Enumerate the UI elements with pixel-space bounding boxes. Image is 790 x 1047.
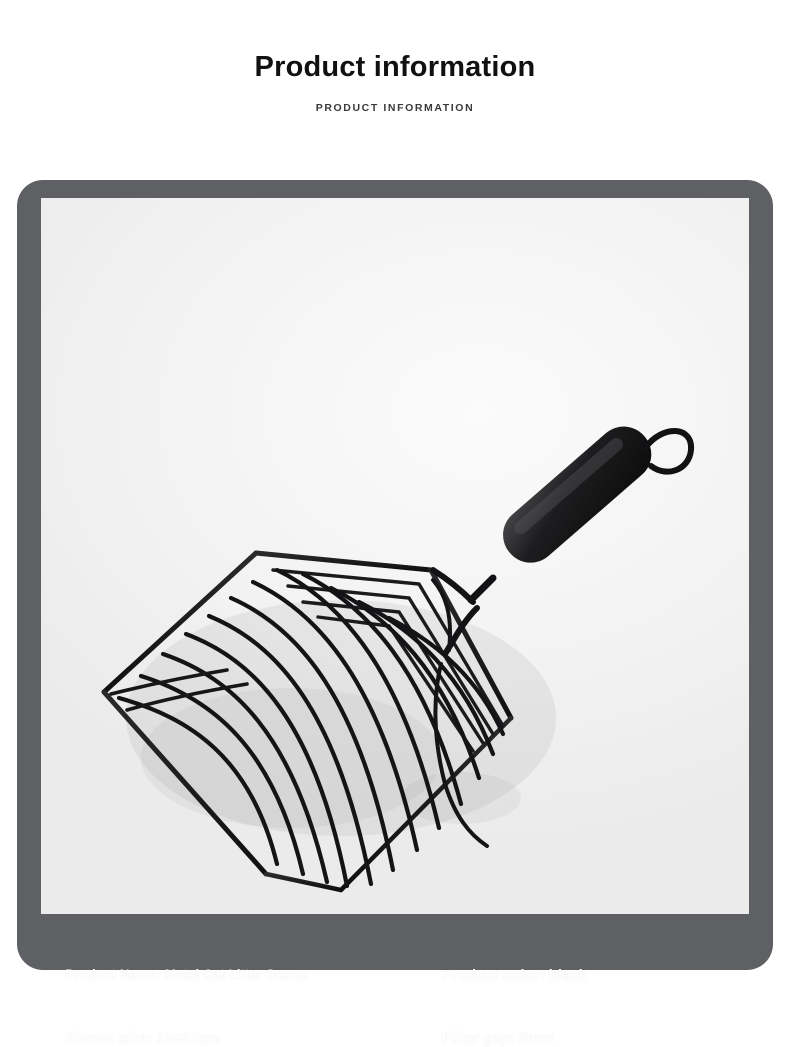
spec-product-name: Product Name: Metal Cat Litter Scoop [65, 967, 308, 982]
page-subtitle: PRODUCT INFORMATION [315, 101, 475, 114]
product-specs [17, 920, 773, 1047]
spec-filter-gap: Filter gap: 8mm [442, 1030, 554, 1047]
product-photo [41, 198, 749, 914]
cat-litter-scoop-illustration [41, 198, 749, 914]
spec-shovel-size: Shovel size: 13×32cm [65, 1030, 220, 1047]
page-header [0, 0, 790, 114]
product-card [17, 180, 773, 1047]
page-title: Product information [254, 51, 536, 83]
spec-product-color: Product color: black [442, 967, 588, 984]
